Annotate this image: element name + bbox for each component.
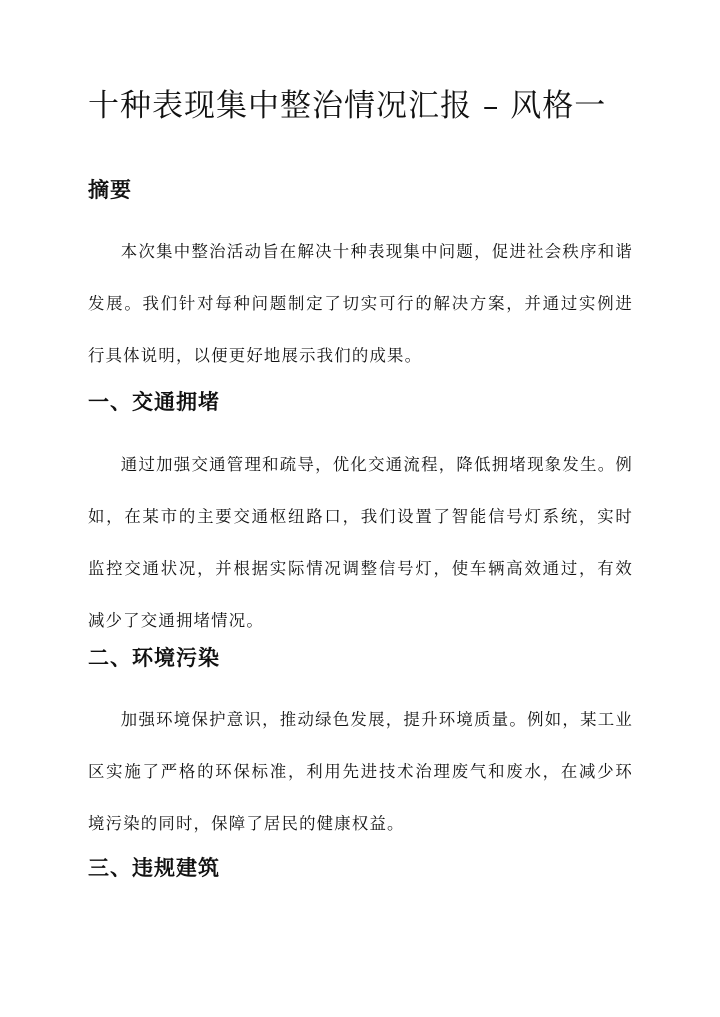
section-heading-pollution: 二、环境污染 [88,645,220,670]
section-body-abstract: 本次集中整治活动旨在解决十种表现集中问题，促进社会秩序和谐发展。我们针对每种问题制定了切实可行的解决方案，并通过实例进行具体说明，以便更好地展示我们的成果。 [88,242,633,365]
section-body-pollution: 加强环境保护意识，推动绿色发展，提升环境质量。例如，某工业区实施了严格的环保标准，利用先进技术治理废气和废水，在减少环境污染的同时，保障了居民的健康权益。 [88,710,633,833]
section-heading-illegal-buildings: 三、违规建筑 [88,855,220,880]
section-body-traffic: 通过加强交通管理和疏导，优化交通流程，降低拥堵现象发生。例如，在某市的主要交通枢纽路口，我们设置了智能信号灯系统，实时监控交通状况，并根据实际情况调整信号灯，使车辆高效通过，有效减少了交通拥堵情况。 [88,455,633,630]
section-heading-traffic: 一、交通拥堵 [88,389,220,414]
document-title: 十种表现集中整治情况汇报 – 风格一 [88,88,607,124]
section-heading-abstract: 摘要 [88,177,132,202]
